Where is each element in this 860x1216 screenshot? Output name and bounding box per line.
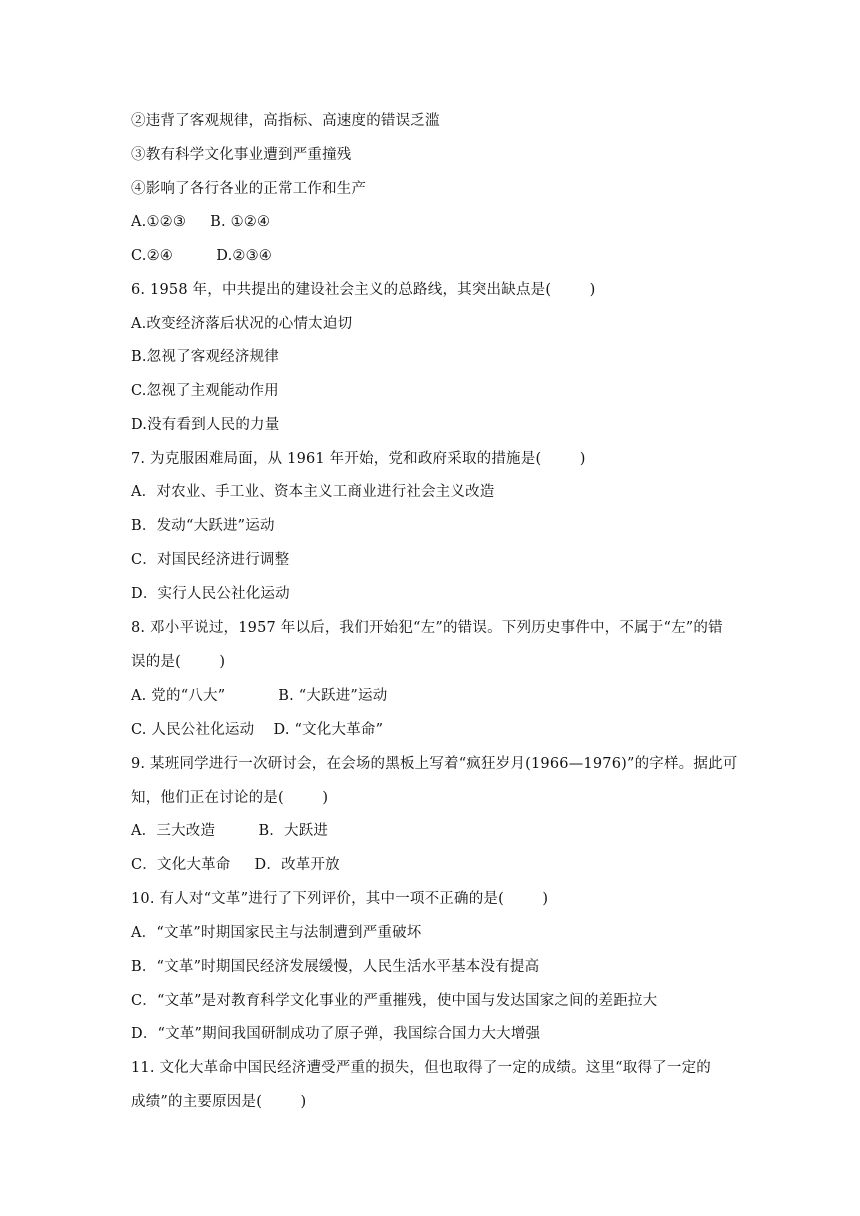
question-11: 11. 文化大革命中国民经济遭受严重的损失，但也取得了一定的成绩。这里“取得了一定的 xyxy=(131,1060,711,1076)
text-line: 知，他们正在讨论的是( ) xyxy=(131,790,329,806)
text-line: C．对国民经济进行调整 xyxy=(131,552,290,568)
text-line: D．“文革”期间我国研制成功了原子弹，我国综合国力大大增强 xyxy=(131,1026,541,1042)
text-line: 成绩”的主要原因是( ) xyxy=(131,1094,307,1110)
text-line: A.改变经济落后状况的心情太迫切 xyxy=(131,316,353,332)
text-line: B．“文革”时期国民经济发展缓慢，人民生活水平基本没有提高 xyxy=(131,959,540,975)
question-9: 9. 某班同学进行一次研讨会，在会场的黑板上写着“疯狂岁月(1966—1976)”的字样。据此可 xyxy=(131,756,738,772)
text-line: C．“文革”是对教育科学文化事业的严重摧残，使中国与发达国家之间的差距拉大 xyxy=(131,993,658,1009)
text-line: C．文化大革命 D．改革开放 xyxy=(131,857,340,873)
text-line: 误的是( ) xyxy=(131,654,226,670)
text-line: B．发动“大跃进”运动 xyxy=(131,518,275,534)
text-line: B.忽视了客观经济规律 xyxy=(131,349,279,365)
text-line: D．实行人民公社化运动 xyxy=(131,586,290,602)
text-line: C.②④ D.②③④ xyxy=(131,248,272,264)
text-line: C.忽视了主观能动作用 xyxy=(131,383,279,399)
question-10: 10. 有人对“文革”进行了下列评价，其中一项不正确的是( ) xyxy=(131,891,549,907)
text-line: D.没有看到人民的力量 xyxy=(131,417,280,433)
text-line: A．对农业、手工业、资本主义工商业进行社会主义改造 xyxy=(131,484,495,500)
text-line: A. 党的“八大” B. “大跃进”运动 xyxy=(131,688,388,704)
text-line: ②违背了客观规律，高指标、高速度的错误乏滥 xyxy=(131,113,440,129)
text-line: A．三大改造 B．大跃进 xyxy=(131,823,329,839)
text-line: C. 人民公社化运动 D. “文化大革命” xyxy=(131,722,384,738)
text-line: A.①②③ B. ①②④ xyxy=(131,214,271,230)
question-7: 7. 为克服困难局面，从 1961 年开始，党和政府采取的措施是( ) xyxy=(131,451,586,467)
text-line: ④影响了各行各业的正常工作和生产 xyxy=(131,181,367,197)
text-line: A．“文革”时期国家民主与法制遭到严重破坏 xyxy=(131,925,422,941)
question-6: 6. 1958 年，中共提出的建设社会主义的总路线，其突出缺点是( ) xyxy=(131,282,596,298)
text-line: ③教有科学文化事业遭到严重撞残 xyxy=(131,147,352,163)
question-8: 8. 邓小平说过，1957 年以后，我们开始犯“左”的错误。下列历史事件中，不属于“左”的错 xyxy=(131,620,723,636)
